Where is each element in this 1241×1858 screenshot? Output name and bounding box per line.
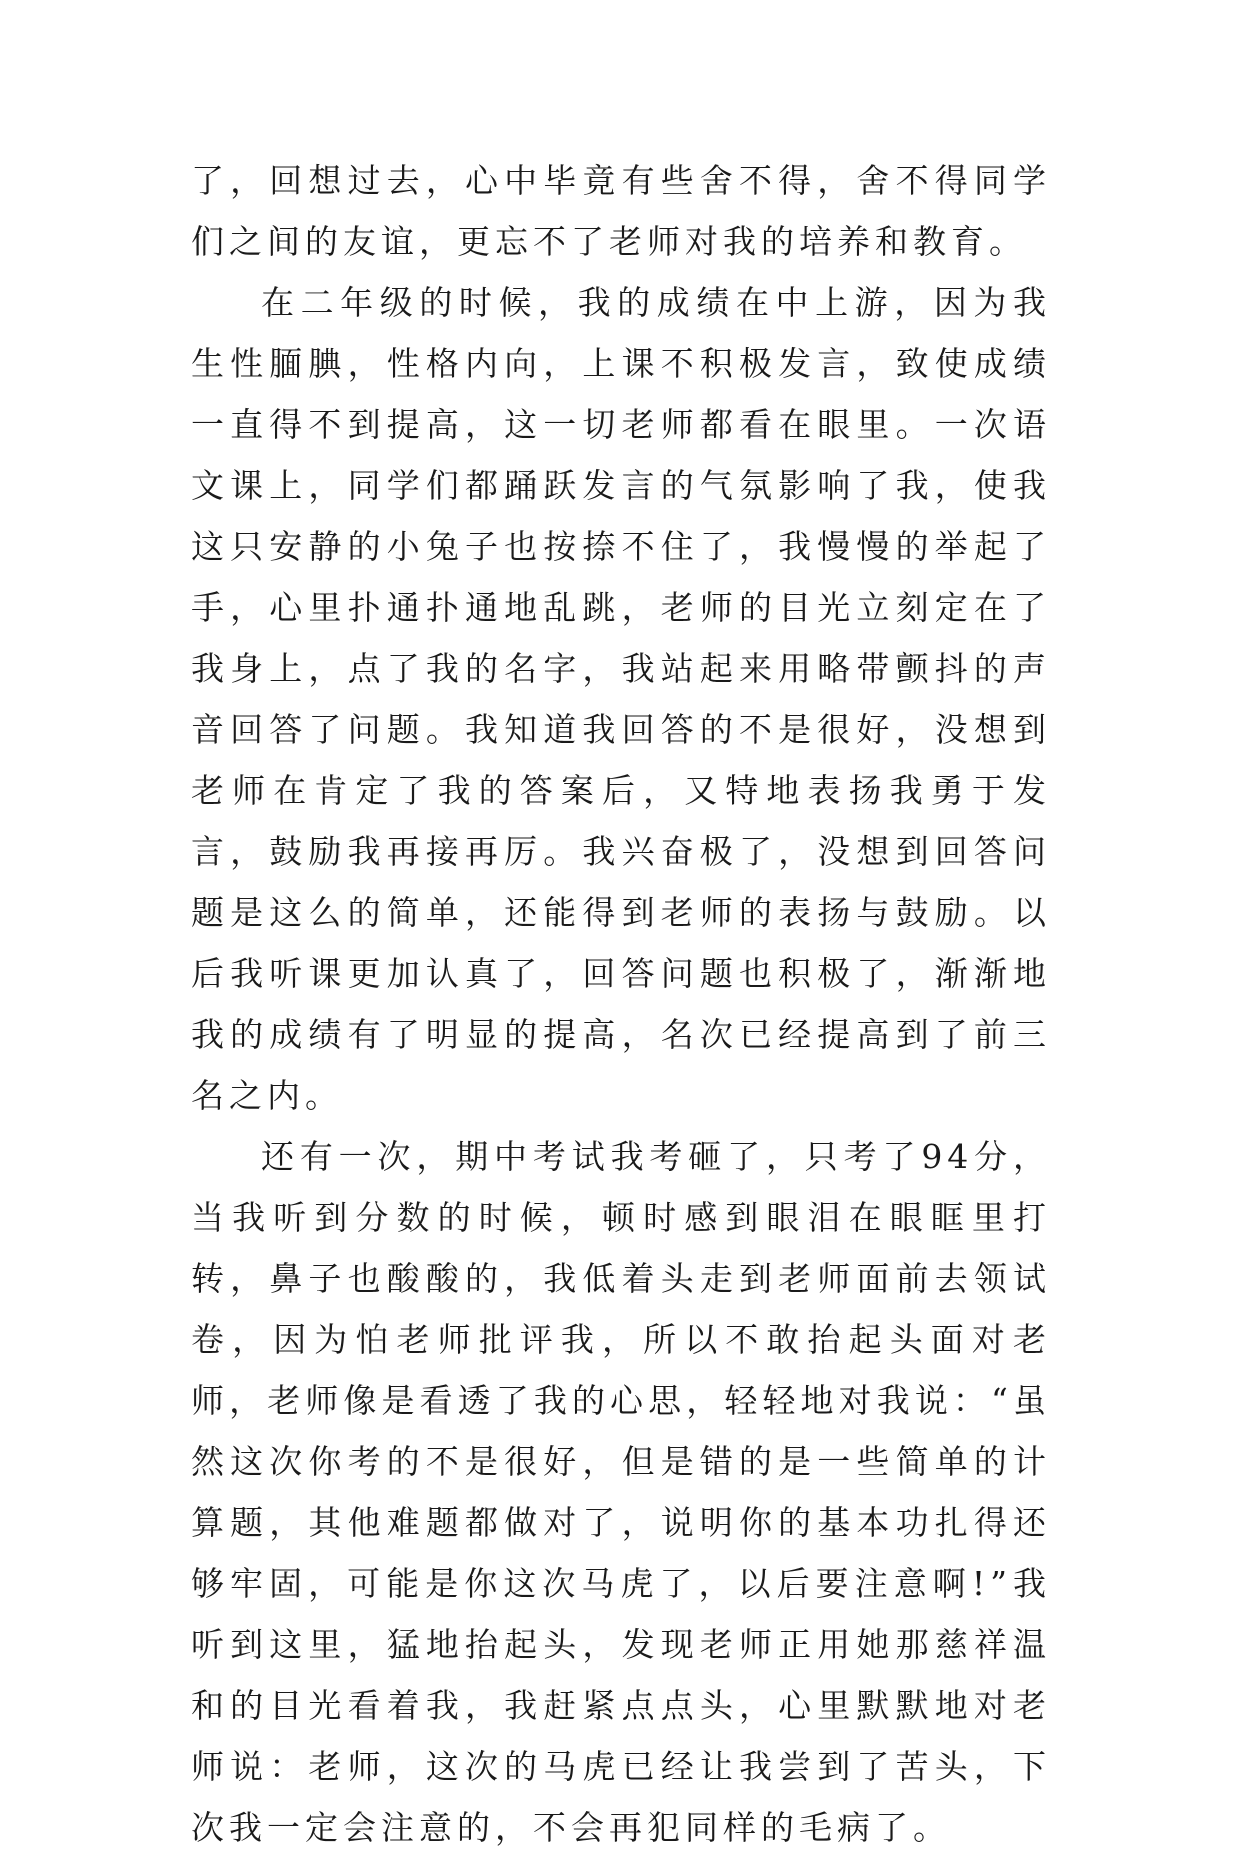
document-body — [191, 150, 1051, 1858]
paragraph-2: 在二年级的时候，我的成绩在中上游，因为我生性腼腆，性格内向，上课不积极发言，致使成绩一直得不到提高，这一切老师都看在眼里。一次语文课上，同学们都踊跃发言的气氛影响了我，使我这只安静的小兔子也按捺不住了，我慢慢的举起了手，心里扑通扑通地乱跳，老师的目光立刻定在了我身上，点了我的名字，我站起来用略带颤抖的声音回答了问题。我知道我回答的不是很好，没想到老师在肯定了我的答案后，又特地表扬我勇于发言，鼓励我再接再厉。我兴奋极了，没想到回答问题是这么的简单，还能得到老师的表扬与鼓励。以后我听课更加认真了，回答问题也积极了，渐渐地我的成绩有了明显的提高，名次已经提高到了前三名之内。 — [191, 283, 1051, 1115]
paragraph-1: 了，回想过去，心中毕竟有些舍不得，舍不得同学们之间的友谊，更忘不了老师对我的培养和教育。 — [191, 161, 1051, 261]
paragraph-3: 还有一次，期中考试我考砸了，只考了94分，当我听到分数的时候，顿时感到眼泪在眼眶里打转，鼻子也酸酸的，我低着头走到老师面前去领试卷，因为怕老师批评我，所以不敢抬起头面对老师，老师像是看透了我的心思，轻轻地对我说：“虽然这次你考的不是很好，但是错的是一些简单的计算题，其他难题都做对了，说明你的基本功扎得还够牢固，可能是你这次马虎了，以后要注意啊!”我听到这里，猛地抬起头，发现老师正用她那慈祥温和的目光看着我，我赶紧点点头，心里默默地对老师说：老师，这次的马虎已经让我尝到了苦头，下次我一定会注意的，不会再犯同样的毛病了。 — [191, 1137, 1051, 1847]
